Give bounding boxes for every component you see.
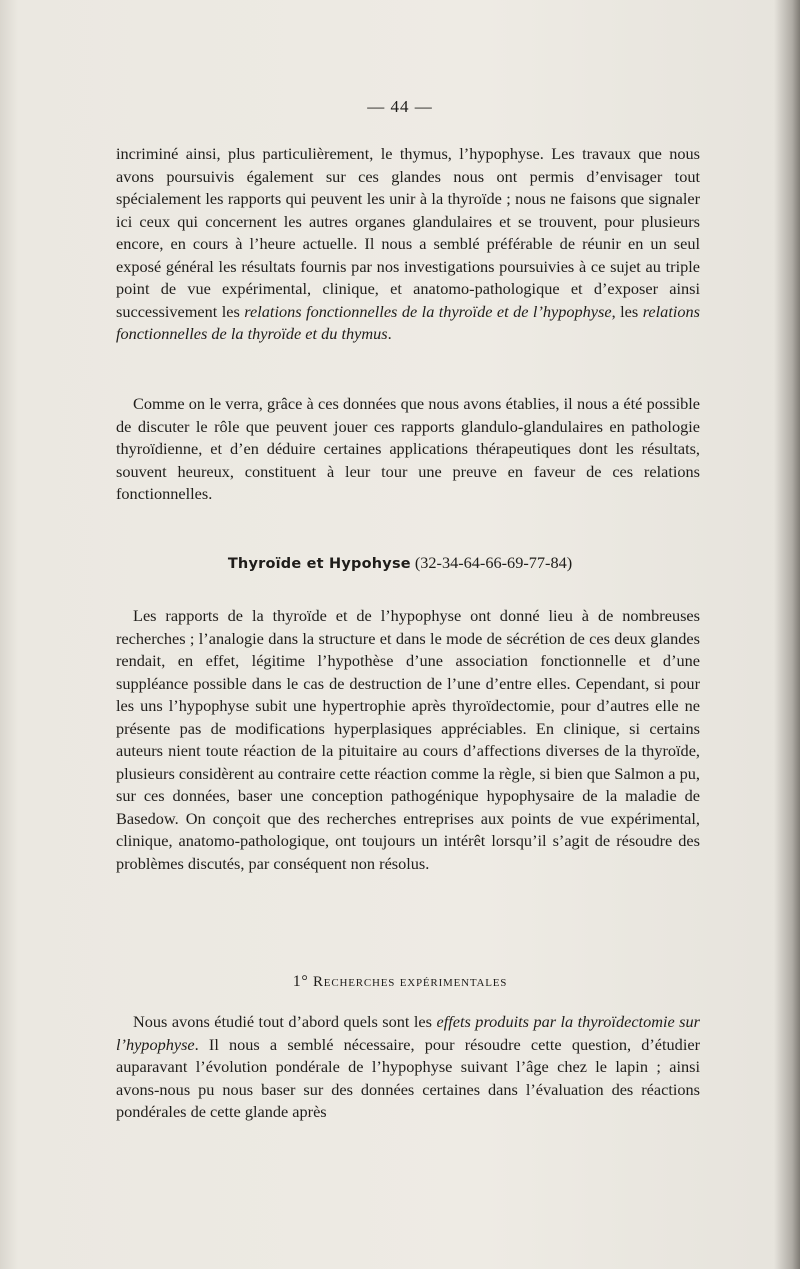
subsection-heading [0, 973, 800, 991]
paragraph-rapports [116, 605, 700, 875]
para3-text: Les rapports de la thyroïde et de l’hypophyse ont donné lieu à de nombreuses recherches ; l’analogie dans la structure et dans le mode de sécrétion de ces deux glandes rendait, en effet, légitime l’hypothèse d’une association fonctionnelle et d’une suppléance possible dans le cas de destruction de l’une d’entre elles. Cependant, si pour les uns l’hypophyse subit une hypertrophie après thyroïdectomie, pour d’autres elle ne présente pas de modifications hyperplasiques appréciables. En clinique, si certains auteurs nient toute réaction de la pituitaire au cours d’affections diverses de la thyroïde, plusieurs considèrent au contraire cette réaction comme la règle, si bien que Salmon a pu, sur ces données, baser une conception pathogénique hypophysaire de la maladie de Basedow. On conçoit que des recherches entreprises aux points de vue expérimental, clinique, anatomo-pathologique, ont toujours un intérêt lorsqu’il s’agit de résoudre des problèmes discutés, par conséquent non résolus. [116, 606, 700, 873]
para1-end: . [387, 324, 392, 343]
section-heading [0, 553, 800, 573]
para1-text: incriminé ainsi, plus particulièrement, le thymus, l’hypophyse. Les travaux que nous avons poursuivis également sur ces glandes nous ont permis d’envisager tout spécialement les rapports qui peuvent les unir à la thyroïde ; nous ne faisons que signaler ici ceux qui concernent les autres organes glandulaires et se trouvent, pour plusieurs encore, en cours à l’heure actuelle. Il nous a semblé préférable de réunir en un seul exposé général les résultats fournis par nos investigations poursuivies à ce sujet au triple point de vue expérimental, clinique, et anatomo-pathologique et d’exposer ainsi successivement les [116, 144, 700, 321]
paragraph-comme [116, 393, 700, 506]
para2-text: Comme on le verra, grâce à ces données que nous avons établies, il nous a été possible de discuter le rôle que peuvent jouer ces rapports glandulo-glandulaires en pathologie thyroïdienne, et d’en déduire certaines applications thérapeutiques dont les résultats, souvent heureux, constituent à leur tour une preuve en faveur de ces relations fonctionnelles. [116, 394, 700, 503]
para1-mid: , les [611, 301, 639, 321]
paragraph-intro [116, 143, 700, 346]
para1-italic-2: relations fonctionnelles de la thyroïde et du thymus [116, 301, 700, 343]
subsection-number: 1° [292, 973, 309, 990]
page-number: — 44 — [367, 97, 433, 116]
para4-end: . Il nous a semblé nécessaire, pour résoudre cette question, d’étudier auparavant l’évolution pondérale de l’hypophyse suivant l’âge chez le lapin ; ainsi avons-nous pu nous baser sur des données certaines dans l’évaluation des réactions pondérales de cette glande après [116, 1034, 700, 1121]
section-references: (32-34-64-66-69-77-84) [414, 553, 573, 572]
page-edge-shadow [774, 0, 800, 1269]
para4-start: Nous avons étudié tout d’abord quels sont les [133, 1012, 432, 1031]
section-title: Thyroïde et Hypohyse [227, 556, 411, 572]
subsection-title: Recherches expérimentales [313, 974, 508, 990]
para4-italic: effets produits par la thyroïdectomie sur l’hypophyse [116, 1012, 700, 1054]
paragraph-nous-avons [116, 1011, 700, 1124]
para1-italic-1: relations fonctionnelles de la thyroïde et de l’hypophyse [244, 301, 612, 321]
